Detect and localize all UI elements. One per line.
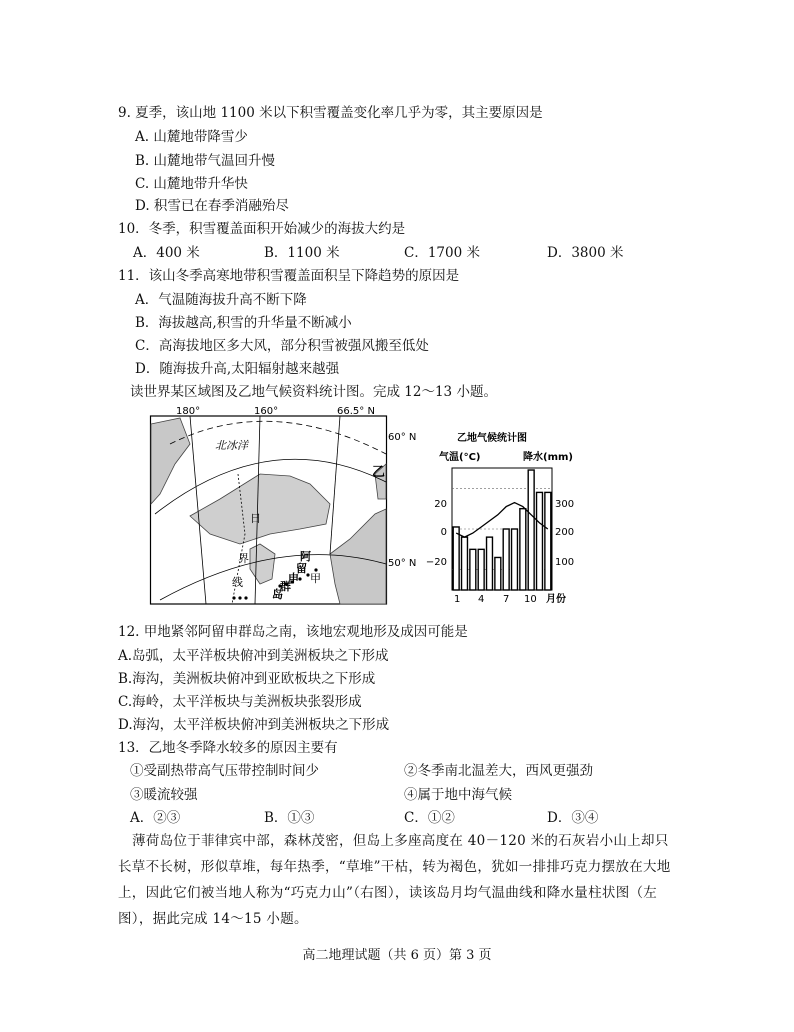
question-13-stem: 13．乙地冬季降水较多的原因主要有 xyxy=(118,740,338,756)
precip-bar-8 xyxy=(512,529,518,590)
map-lon-180: 180° xyxy=(176,406,201,417)
map-label-arctic: 北冰洋 xyxy=(215,439,248,452)
page-footer: 高二地理试题（共 6 页）第 3 页 xyxy=(302,948,492,963)
question-9-option-c: C. 山麓地带升华快 xyxy=(135,176,248,192)
question-11-option-b: B．海拔越高,积雪的升华量不断减小 xyxy=(135,315,352,331)
precip-bar-12 xyxy=(545,492,551,590)
passage-14-15: 薄荷岛位于菲律宾中部，森林茂密，但岛上多座高度在 40－120 米的石灰岩小山上却只长草不长树，形似草堆，每年热季，“草堆”干枯，转为褐色，犹如一排排巧克力摆放在大地上，因此它们被当地人称为“巧克力山”（右图），读该岛月均气温曲线和降水量柱状图（左图），据此完成 14～15 小题。 xyxy=(118,833,671,927)
precip-bar-7 xyxy=(503,529,509,590)
map-label-yi: 乙 xyxy=(372,465,386,480)
question-13-option-c: C．①② xyxy=(404,810,455,826)
map-label-xian: 线 xyxy=(232,576,243,589)
map-lat-60: 60° N xyxy=(388,432,417,443)
question-9-option-b: B. 山麓地带气温回升慢 xyxy=(135,153,276,169)
map-label-qun: 群 xyxy=(280,580,291,593)
question-12-option-c: C.海岭，太平洋板块与美洲板块张裂形成 xyxy=(118,694,362,710)
map-label-shen: 申 xyxy=(288,572,299,585)
question-11-stem: 11．该山冬季高寒地带积雪覆盖面积呈下降趋势的原因是 xyxy=(118,268,460,284)
question-10-option-c: C．1700 米 xyxy=(404,245,480,261)
precip-bar-9 xyxy=(520,509,526,590)
question-10-stem: 10．冬季，积雪覆盖面积开始减少的海拔大约是 xyxy=(118,221,406,237)
question-9-stem: 9. 夏季，该山地 1100 米以下积雪覆盖变化率几乎为零，其主要原因是 xyxy=(118,105,543,121)
map-label-ri: 日 xyxy=(250,512,261,525)
question-10-option-a: A．400 米 xyxy=(133,245,200,261)
precip-bar-6 xyxy=(495,557,501,590)
precip-bar-2 xyxy=(462,537,468,590)
right-tick-100: 100 xyxy=(555,557,575,568)
question-12-option-b: B.海沟，美洲板块俯冲到亚欧板块之下形成 xyxy=(118,671,376,687)
climate-left-axis-label: 气温(°C) xyxy=(439,452,481,463)
intro-12-13: 读世界某区域图及乙地气候资料统计图。完成 12～13 小题。 xyxy=(130,384,497,400)
region-map xyxy=(150,404,417,604)
x-tick-7: 7 xyxy=(503,594,510,605)
question-9-option-d: D. 积雪已在春季消融殆尽 xyxy=(135,198,289,214)
question-13-option-b: B．①③ xyxy=(264,810,315,826)
map-label-jie: 界 xyxy=(238,552,249,565)
question-13-item-3: ③暖流较强 xyxy=(130,787,198,803)
precip-bar-11 xyxy=(537,492,543,590)
map-lon-160: 160° xyxy=(254,406,279,417)
question-11-option-d: D．随海拔升高,太阳辐射越来越强 xyxy=(135,361,340,377)
precip-bar-10 xyxy=(528,470,534,590)
question-11-option-c: C．高海拔地区多大风，部分积雪被强风搬至低处 xyxy=(135,338,429,354)
question-13-item-2: ②冬季南北温差大，西风更强劲 xyxy=(404,763,593,779)
question-11-option-a: A．气温随海拔升高不断下降 xyxy=(135,292,307,308)
map-lat-50: 50° N xyxy=(388,558,417,569)
climate-right-axis-label: 降水(mm) xyxy=(523,452,573,463)
left-tick-minus20: −20 xyxy=(425,557,447,568)
map-label-dao: 岛 xyxy=(272,588,283,601)
question-10-option-d: D．3800 米 xyxy=(547,245,624,261)
climate-chart xyxy=(425,428,595,606)
x-unit: 月份 xyxy=(546,594,566,605)
left-tick-0: 0 xyxy=(440,527,447,538)
right-tick-200: 200 xyxy=(555,527,575,538)
left-tick-20: 20 xyxy=(434,499,447,510)
precip-bar-4 xyxy=(478,549,484,590)
x-tick-1: 1 xyxy=(454,594,461,605)
question-10-option-b: B．1100 米 xyxy=(264,245,340,261)
right-tick-300: 300 xyxy=(555,499,575,510)
map-label-liu: 留 xyxy=(296,562,307,575)
map-label-a: 阿 xyxy=(300,550,311,563)
question-13-item-4: ④属于地中海气候 xyxy=(404,787,512,803)
map-label-jia: 甲 xyxy=(310,572,321,585)
question-13-item-1: ①受副热带高气压带控制时间少 xyxy=(130,763,319,779)
map-lat-66: 66.5° N xyxy=(337,406,375,417)
question-12-option-a: A.岛弧，太平洋板块俯冲到美洲板块之下形成 xyxy=(118,648,389,664)
x-tick-4: 4 xyxy=(478,594,485,605)
question-9-option-a: A. 山麓地带降雪少 xyxy=(135,129,248,145)
question-12-option-d: D.海沟，太平洋板块俯冲到美洲板块之下形成 xyxy=(118,717,390,733)
precip-bar-3 xyxy=(470,549,476,590)
question-13-option-a: A．②③ xyxy=(130,810,181,826)
x-tick-10: 10 xyxy=(524,594,537,605)
question-13-option-d: D．③④ xyxy=(547,810,599,826)
climate-chart-title: 乙地气候统计图 xyxy=(457,433,527,444)
precip-bar-1 xyxy=(453,527,459,590)
precip-bar-5 xyxy=(487,537,493,590)
question-12-stem: 12. 甲地紧邻阿留申群岛之南，该地宏观地形及成因可能是 xyxy=(118,624,468,640)
